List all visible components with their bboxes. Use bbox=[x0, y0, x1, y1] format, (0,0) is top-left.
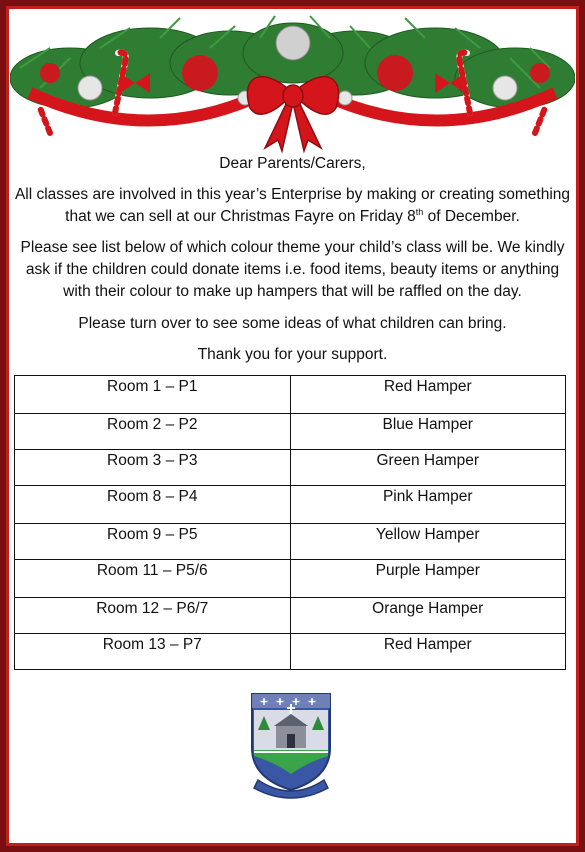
table-row bbox=[15, 598, 566, 634]
school-crest-icon bbox=[248, 690, 334, 800]
room-cell: Room 13 – P7 bbox=[15, 634, 291, 670]
room-cell: Room 12 – P6/7 bbox=[15, 598, 291, 634]
hamper-cell: Purple Hamper bbox=[290, 560, 566, 598]
hamper-table bbox=[14, 375, 566, 670]
room-cell: Room 2 – P2 bbox=[15, 414, 291, 450]
room-cell: Room 8 – P4 bbox=[15, 486, 291, 524]
hamper-cell: Blue Hamper bbox=[290, 414, 566, 450]
table-row bbox=[15, 486, 566, 524]
intro-paragraph: All classes are involved in this year’s Enterprise by making or creating something that we can sell at our Christmas Fayre on Friday 8th of December. bbox=[14, 186, 571, 225]
turn-over-paragraph: Please turn over to see some ideas of what children can bring. bbox=[78, 315, 507, 332]
hamper-cell: Pink Hamper bbox=[290, 486, 566, 524]
room-cell: Room 9 – P5 bbox=[15, 524, 291, 560]
table-row bbox=[15, 376, 566, 414]
hamper-cell: Orange Hamper bbox=[290, 598, 566, 634]
table-row bbox=[15, 524, 566, 560]
table-row bbox=[15, 634, 566, 670]
greeting: Dear Parents/Carers, bbox=[219, 155, 366, 172]
table-row bbox=[15, 414, 566, 450]
hamper-cell: Green Hamper bbox=[290, 450, 566, 486]
hamper-cell: Yellow Hamper bbox=[290, 524, 566, 560]
colour-theme-paragraph: Please see list below of which colour theme your child’s class will be. We kindly ask if the children could donate items i.e. food items, beauty items or anything with their colour to make up hampers that will be raffled on the day. bbox=[20, 239, 565, 300]
room-cell: Room 1 – P1 bbox=[15, 376, 291, 414]
table-row bbox=[15, 450, 566, 486]
thanks-paragraph: Thank you for your support. bbox=[197, 346, 388, 363]
christmas-garland-icon bbox=[10, 8, 575, 154]
hamper-cell: Red Hamper bbox=[290, 634, 566, 670]
room-cell: Room 3 – P3 bbox=[15, 450, 291, 486]
table-row bbox=[15, 560, 566, 598]
hamper-cell: Red Hamper bbox=[290, 376, 566, 414]
room-cell: Room 11 – P5/6 bbox=[15, 560, 291, 598]
